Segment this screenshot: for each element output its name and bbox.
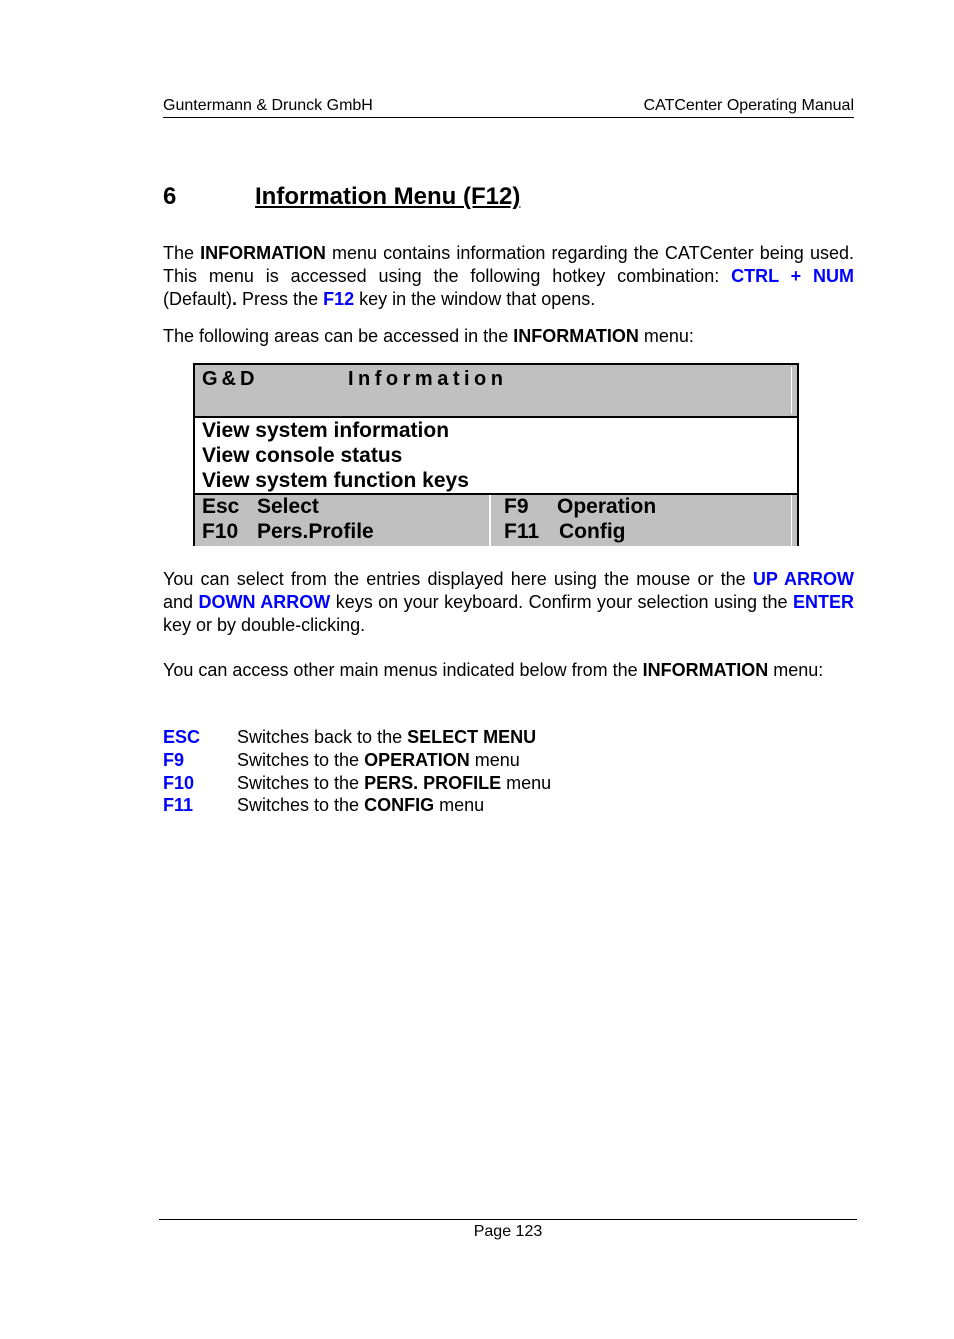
- menu-brand: G&D: [202, 368, 259, 390]
- information-menu-term: INFORMATION: [642, 660, 769, 680]
- page-number: Page 123: [473, 1223, 543, 1240]
- section-number: 6: [163, 183, 177, 210]
- information-menu-screenshot: [193, 363, 799, 546]
- key-esc[interactable]: Esc: [202, 495, 240, 518]
- header-company: Guntermann & Drunck GmbH: [163, 97, 373, 114]
- shortcut-description: Switches back to the SELECT MENU: [237, 727, 537, 747]
- menu-item-view-system-function-keys[interactable]: View system function keys: [202, 469, 469, 492]
- section-title: Information Menu (F12): [255, 183, 521, 210]
- areas-paragraph: The following areas can be accessed in the INFORMATION menu:: [163, 326, 694, 346]
- footer-rule: [159, 1219, 857, 1220]
- key-f10-label: Pers.Profile: [257, 520, 374, 543]
- shortcut-key-esc: ESC: [163, 727, 201, 747]
- intro-paragraph: The INFORMATION menu contains information regarding the CATCenter being used. This menu is accessed using the following hotkey combination: CTRL + NUM (Default). Press the F12 key in the window that opens.: [163, 243, 854, 309]
- shortcut-description: Switches to the PERS. PROFILE menu: [237, 773, 552, 793]
- menu-title: Information: [348, 368, 508, 390]
- shortcut-key-f10: F10: [163, 773, 195, 793]
- shortcut-description: Switches to the OPERATION menu: [237, 750, 520, 770]
- menu-item-view-system-information[interactable]: View system information: [202, 419, 450, 442]
- information-menu-term: INFORMATION: [513, 326, 639, 346]
- key-esc-label: Select: [257, 495, 319, 518]
- page-header: [163, 97, 854, 118]
- f12-key: F12: [323, 289, 355, 309]
- information-menu-term: INFORMATION: [200, 243, 326, 263]
- key-f11-label: Config: [559, 520, 626, 543]
- header-manual-title: CATCenter Operating Manual: [643, 97, 854, 114]
- shortcut-key-f9: F9: [163, 750, 185, 770]
- menu-item-list: [202, 418, 469, 493]
- down-arrow-key: DOWN ARROW: [198, 592, 331, 612]
- function-key-separator: [489, 495, 491, 546]
- menu-item-view-console-status[interactable]: View console status: [202, 444, 403, 467]
- menu-title-bar: [195, 365, 797, 418]
- key-f9[interactable]: F9: [504, 495, 529, 518]
- key-f9-label: Operation: [557, 495, 657, 518]
- navigation-paragraph: You can select from the entries displayed here using the mouse or the UP ARROW and DOWN ARROW keys on your keyboard. Confirm your selection using the ENTER key or by double-clicking.: [163, 569, 854, 635]
- shortcut-key-f11: F11: [163, 795, 194, 815]
- shortcut-description: Switches to the CONFIG menu: [237, 795, 485, 815]
- access-paragraph: You can access other main menus indicated below from the INFORMATION menu:: [163, 660, 824, 680]
- key-bar-edge: [791, 495, 792, 546]
- menu-function-key-bar: [195, 493, 797, 546]
- key-f11[interactable]: F11: [504, 520, 540, 543]
- up-arrow-key: UP ARROW: [752, 569, 854, 589]
- key-f10[interactable]: F10: [202, 520, 239, 543]
- hotkey-combination: CTRL + NUM: [731, 266, 854, 286]
- enter-key: ENTER: [792, 592, 854, 612]
- title-bar-edge: [791, 367, 792, 414]
